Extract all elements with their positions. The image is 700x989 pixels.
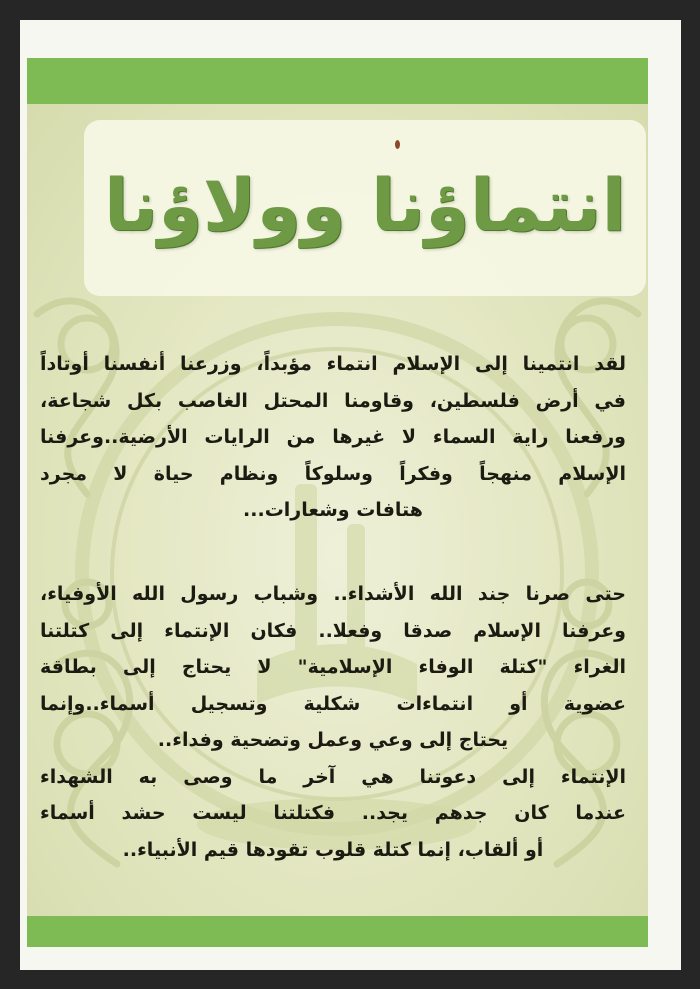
paragraph-2-line: عندما كان جدهم يجد.. فكتلتنا ليست حشد أسماء (40, 802, 626, 824)
paragraph-2 (40, 576, 626, 868)
paragraph-1 (40, 346, 626, 529)
paragraph-2-line: الإنتماء إلى دعوتنا هي آخر ما وصى به الشهداء (40, 765, 626, 788)
paragraph-1-line: لقد انتمينا إلى الإسلام انتماء مؤبداً، وزرعنا أنفسنا أوتاداً (40, 353, 626, 375)
paragraph-2-line: أو ألقاب، إنما كتلة قلوب تقودها قيم الأنبياء.. (122, 838, 544, 861)
paragraph-2-line: الغراء "كتلة الوفاء الإسلامية" لا يحتاج إلى بطاقة (40, 656, 626, 678)
paragraph-2-line: وعرفنا الإسلام صدقا وفعلا.. فكان الإنتماء إلى كتلتنا (40, 619, 626, 642)
page-title: انتماؤنا وولاؤنا (103, 163, 627, 247)
bottom-green-band (27, 916, 648, 947)
paragraph-1-line: هتافات وشعارات... (243, 499, 423, 521)
paragraph-2-line: عضوية أو انتماءات شكلية وتسجيل أسماء..وإنما (40, 692, 626, 715)
paragraph-2-line: حتى صرنا جند الله الأشداء.. وشباب رسول الله الأوفياء، (40, 583, 626, 605)
top-green-band (27, 58, 648, 104)
paragraph-1-line: في أرض فلسطين، وقاومنا المحتل الغاصب بكل شجاعة، (40, 389, 626, 412)
stain-mark (395, 140, 400, 149)
paragraph-1-line: ورفعنا راية السماء لا غيرها من الرايات الأرضية..وعرفنا (40, 426, 626, 448)
paragraph-2-line: يحتاج إلى وعي وعمل وتضحية وفداء.. (157, 729, 509, 751)
paragraph-1-line: الإسلام منهجاً وفكراً وسلوكاً ونظام حياة لا مجرد (40, 462, 626, 485)
